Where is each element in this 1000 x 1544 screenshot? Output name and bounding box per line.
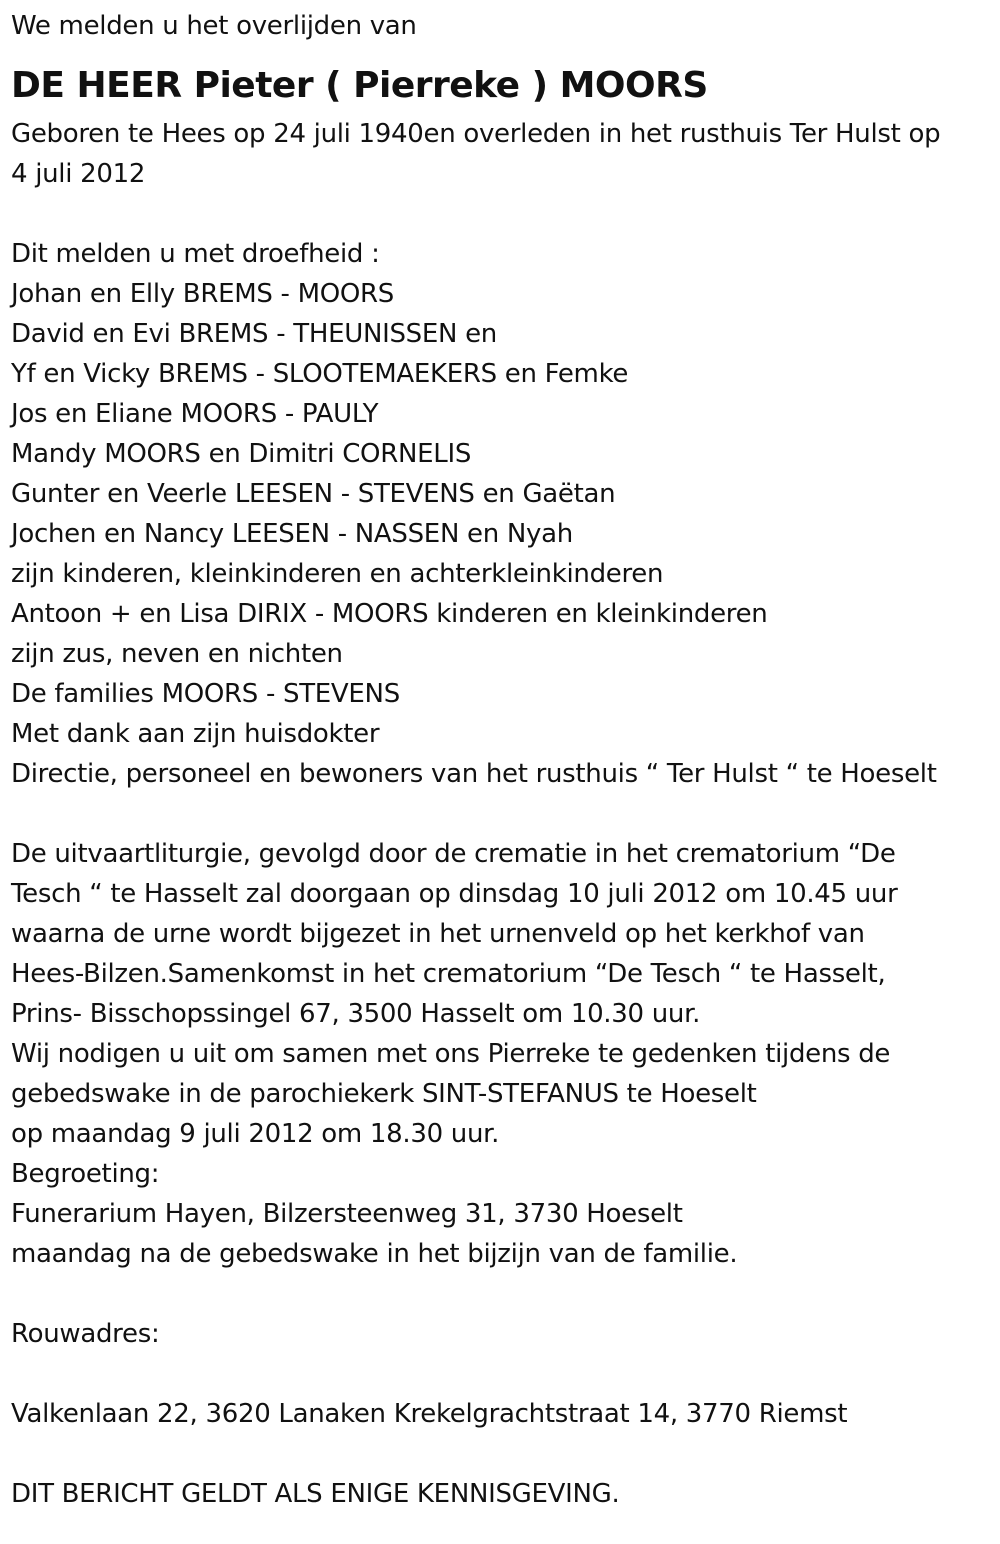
ceremony-line: op maandag 9 juli 2012 om 18.30 uur. xyxy=(11,1119,500,1149)
birth-death-line: 4 juli 2012 xyxy=(11,159,146,189)
family-line: Directie, personeel en bewoners van het rusthuis “ Ter Hulst “ te Hoeselt xyxy=(11,759,937,789)
family-line: Gunter en Veerle LEESEN - STEVENS en Gaëtan xyxy=(11,479,616,509)
spacer xyxy=(11,794,996,834)
family-line: Jos en Eliane MOORS - PAULY xyxy=(11,399,379,429)
spacer xyxy=(11,194,996,234)
closing-notice: DIT BERICHT GELDT ALS ENIGE KENNISGEVING. xyxy=(11,1479,620,1509)
family-line: zijn kinderen, kleinkinderen en achterkleinkinderen xyxy=(11,559,664,589)
ceremony-line: Funerarium Hayen, Bilzersteenweg 31, 3730 Hoeselt xyxy=(11,1199,683,1229)
ceremony-line: gebedswake in de parochiekerk SINT-STEFANUS te Hoeselt xyxy=(11,1079,757,1109)
family-line: Johan en Elly BREMS - MOORS xyxy=(11,279,395,309)
address-label: Rouwadres: xyxy=(11,1319,160,1349)
address-text: Valkenlaan 22, 3620 Lanaken Krekelgrachtstraat 14, 3770 Riemst xyxy=(11,1399,848,1429)
spacer xyxy=(11,1274,996,1314)
obituary-notice xyxy=(11,6,996,1514)
ceremony-line: Prins- Bisschopssingel 67, 3500 Hasselt om 10.30 uur. xyxy=(11,999,701,1029)
birth-death-line: Geboren te Hees op 24 juli 1940en overleden in het rusthuis Ter Hulst op xyxy=(11,119,941,149)
family-intro: Dit melden u met droefheid : xyxy=(11,239,380,269)
family-line: Antoon + en Lisa DIRIX - MOORS kinderen en kleinkinderen xyxy=(11,599,768,629)
deceased-name: DE HEER Pieter ( Pierreke ) MOORS xyxy=(11,65,708,106)
ceremony-line: Begroeting: xyxy=(11,1159,160,1189)
ceremony-line: maandag na de gebedswake in het bijzijn van de familie. xyxy=(11,1239,738,1269)
ceremony-line: Hees-Bilzen.Samenkomst in het crematorium “De Tesch “ te Hasselt, xyxy=(11,959,886,989)
ceremony-line: Wij nodigen u uit om samen met ons Pierreke te gedenken tijdens de xyxy=(11,1039,891,1069)
family-line: Mandy MOORS en Dimitri CORNELIS xyxy=(11,439,472,469)
family-line: David en Evi BREMS - THEUNISSEN en xyxy=(11,319,497,349)
family-line: Met dank aan zijn huisdokter xyxy=(11,719,380,749)
ceremony-line: waarna de urne wordt bijgezet in het urnenveld op het kerkhof van xyxy=(11,919,865,949)
spacer xyxy=(11,1354,996,1394)
family-line: De families MOORS - STEVENS xyxy=(11,679,400,709)
spacer xyxy=(11,1434,996,1474)
family-line: Yf en Vicky BREMS - SLOOTEMAEKERS en Femke xyxy=(11,359,629,389)
ceremony-line: De uitvaartliturgie, gevolgd door de crematie in het crematorium “De xyxy=(11,839,896,869)
family-line: Jochen en Nancy LEESEN - NASSEN en Nyah xyxy=(11,519,573,549)
family-line: zijn zus, neven en nichten xyxy=(11,639,343,669)
ceremony-line: Tesch “ te Hasselt zal doorgaan op dinsdag 10 juli 2012 om 10.45 uur xyxy=(11,879,898,909)
intro-text: We melden u het overlijden van xyxy=(11,11,417,41)
